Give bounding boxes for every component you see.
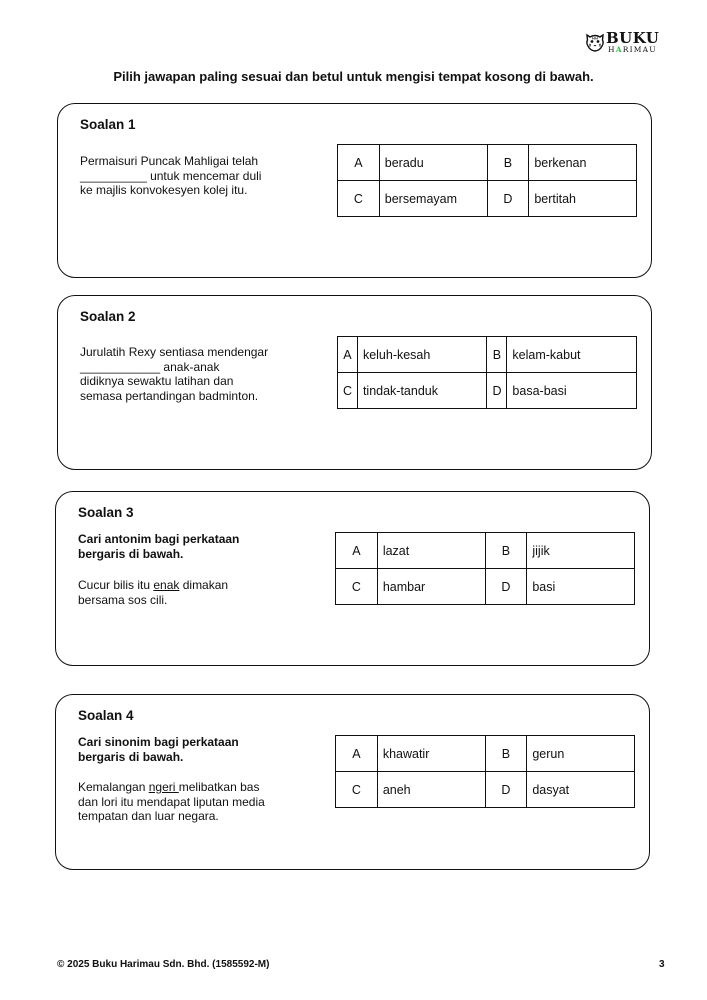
option-c[interactable]: hambar [377,569,485,605]
option-c[interactable]: aneh [377,772,485,808]
question-title: Soalan 2 [80,309,136,324]
question-card-3 [55,491,650,666]
option-letter: B [485,736,527,772]
option-letter: D [487,181,529,217]
underlined-word: ngeri [148,780,179,794]
question-text: Kemalangan ngeri melibatkan bas dan lori itu mendapat liputan media tempatan dan luar negara. [78,780,265,823]
question-text: Jurulatih Rexy sentiasa mendengar ____________ anak-anak didiknya sewaktu latihan dan semasa pertandingan badminton. [80,345,269,403]
page-number: 3 [659,959,665,970]
options-table [335,532,635,605]
option-a[interactable]: keluh-kesah [357,337,487,373]
option-letter: A [336,533,378,569]
option-letter: B [487,337,507,373]
option-letter: D [485,569,527,605]
option-d[interactable]: dasyat [527,772,635,808]
option-d[interactable]: basi [527,569,635,605]
options-table [337,336,637,409]
underlined-word: enak [153,578,180,592]
brand-logo [584,30,664,56]
brand-subname: HARIMAU [608,45,657,54]
option-letter: A [338,337,358,373]
option-b[interactable]: jijik [527,533,635,569]
option-c[interactable]: bersemayam [379,181,487,217]
page-instruction: Pilih jawapan paling sesuai dan betul untuk mengisi tempat kosong di bawah. [113,69,594,84]
brand-name: BUKU [606,29,660,47]
option-a[interactable]: khawatir [377,736,485,772]
tiger-icon [584,31,606,53]
option-b[interactable]: berkenan [529,145,637,181]
question-title: Soalan 1 [80,117,136,132]
option-letter: C [338,181,380,217]
option-letter: C [338,373,358,409]
question-card-4 [55,694,650,870]
copyright-text: © 2025 Buku Harimau Sdn. Bhd. (1585592-M) [57,959,270,970]
question-title: Soalan 3 [78,505,134,520]
option-a[interactable]: lazat [377,533,485,569]
option-d[interactable]: basa-basi [507,373,637,409]
option-letter: B [485,533,527,569]
answer-blank: ____________ [80,359,161,374]
option-d[interactable]: bertitah [529,181,637,217]
option-letter: A [336,736,378,772]
option-letter: A [338,145,380,181]
option-letter: C [336,772,378,808]
option-letter: D [485,772,527,808]
option-letter: B [487,145,529,181]
option-a[interactable]: beradu [379,145,487,181]
question-card-1 [57,103,652,278]
question-instruction: Cari antonim bagi perkataan bergaris di bawah. [78,532,240,561]
option-b[interactable]: kelam-kabut [507,337,637,373]
question-instruction: Cari sinonim bagi perkataan bergaris di bawah. [78,735,239,764]
options-table [335,735,635,808]
option-b[interactable]: gerun [527,736,635,772]
option-c[interactable]: tindak-tanduk [357,373,487,409]
answer-blank: __________ [80,168,147,183]
question-title: Soalan 4 [78,708,134,723]
option-letter: C [336,569,378,605]
options-table [337,144,637,217]
question-card-2 [57,295,652,470]
question-text: Cucur bilis itu enak dimakan bersama sos cili. [78,578,229,607]
question-text: Permaisuri Puncak Mahligai telah __________ untuk mencemar duli ke majlis konvokesyen kolej itu. [80,154,262,197]
option-letter: D [487,373,507,409]
